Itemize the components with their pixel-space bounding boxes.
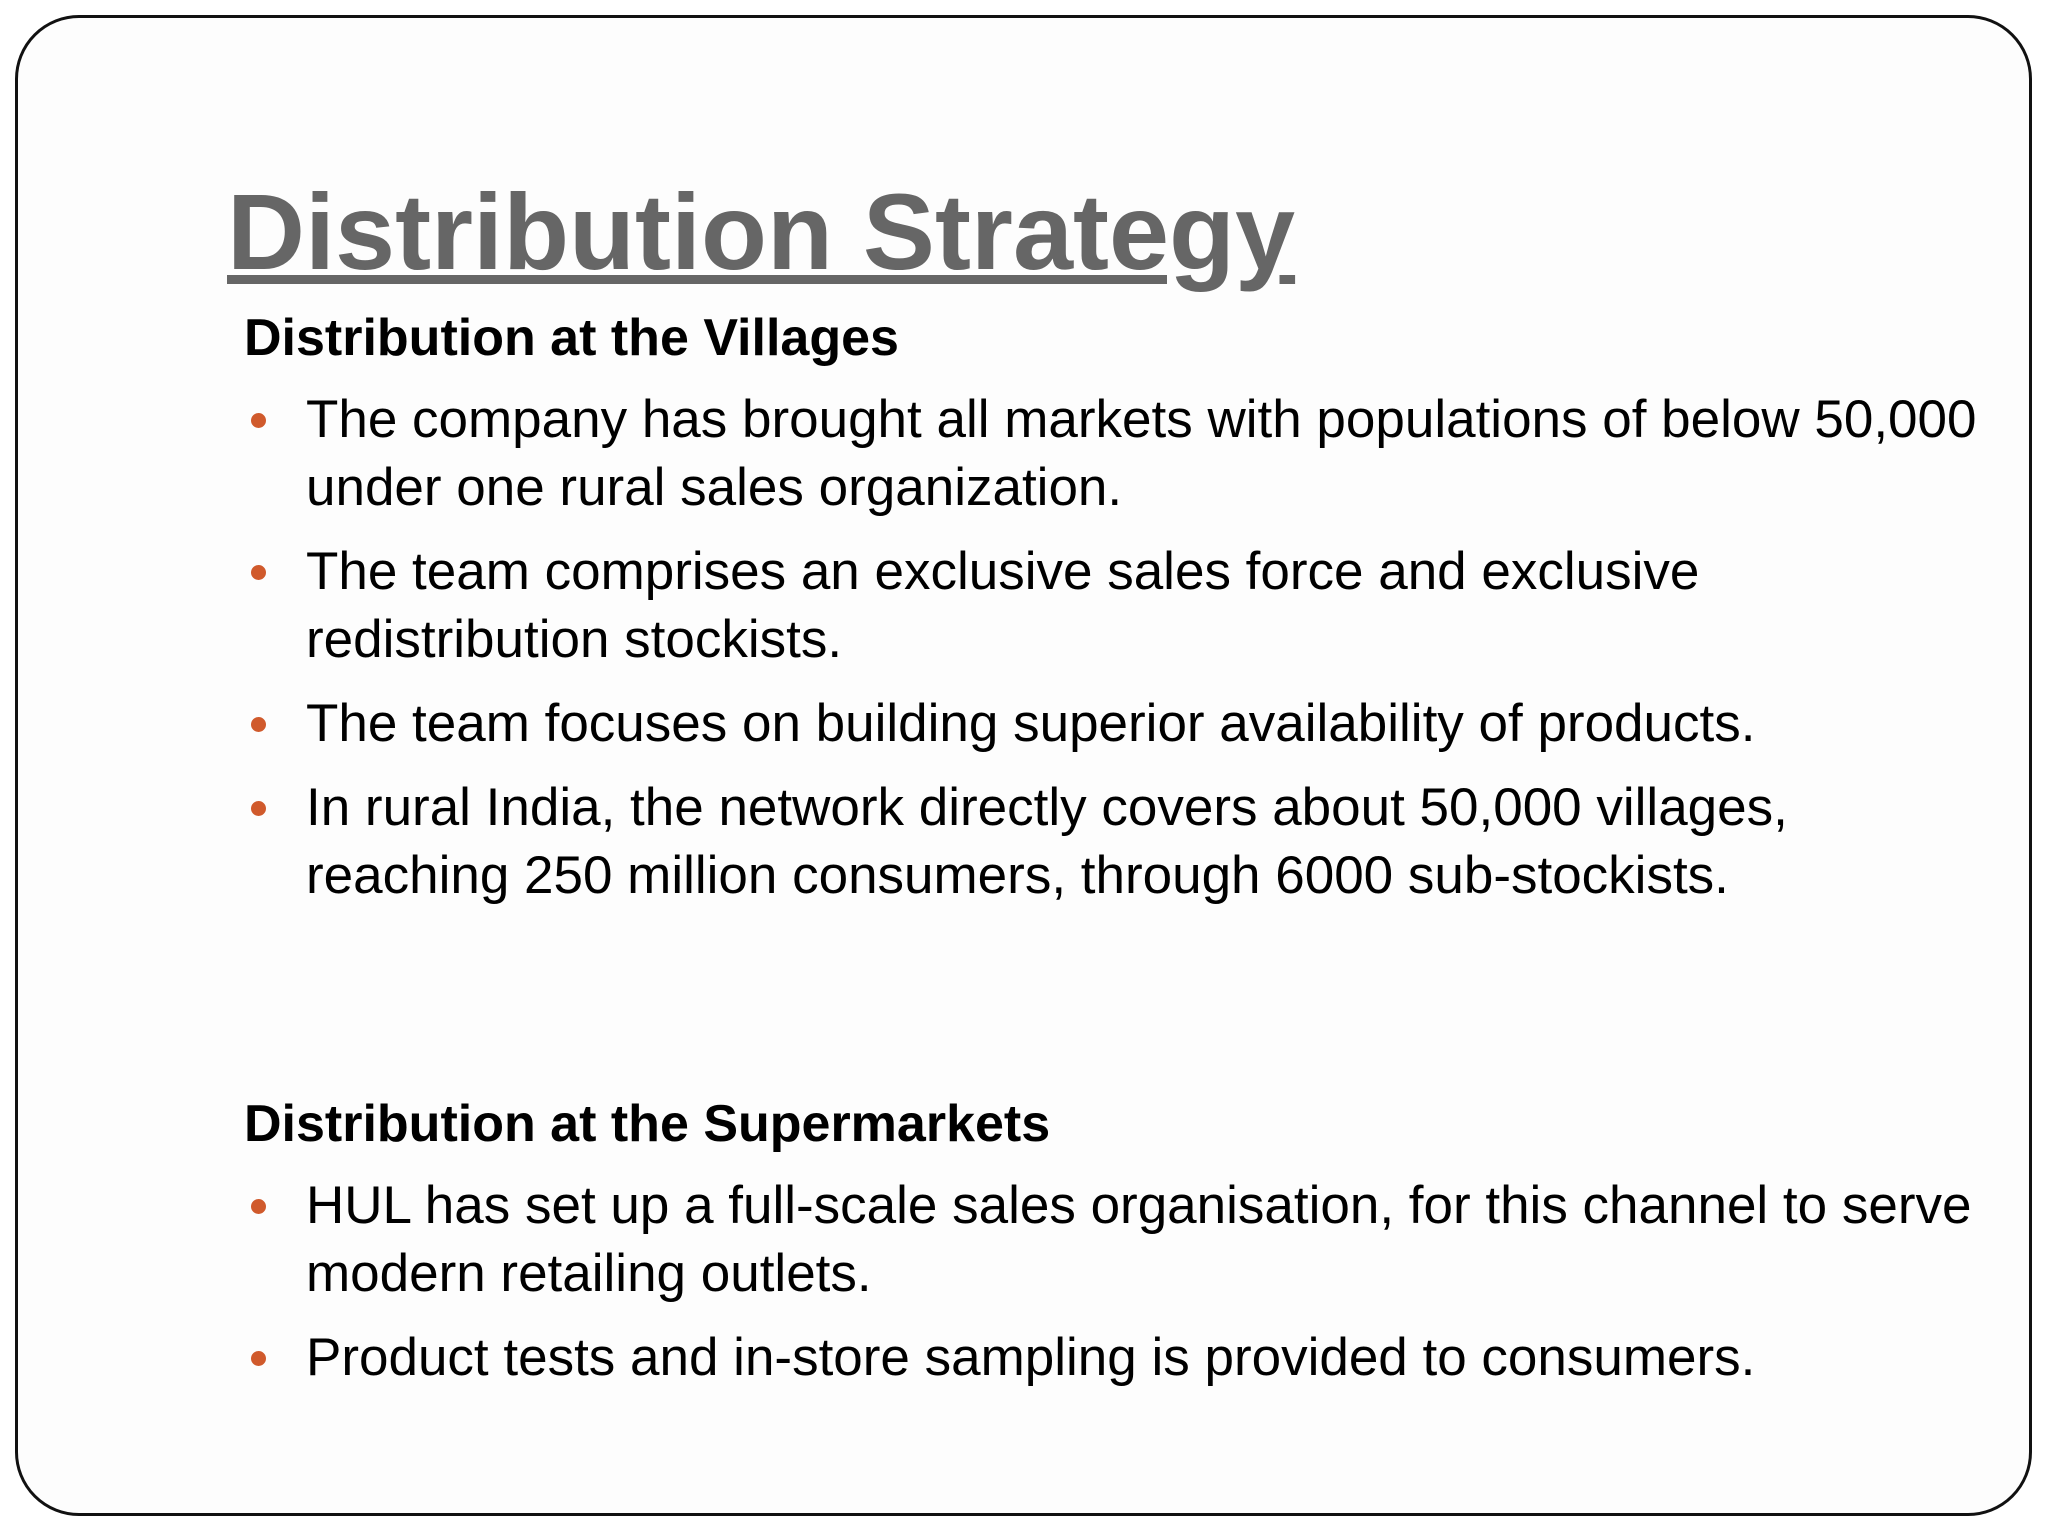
- bullet-item: [244, 538, 1984, 674]
- bullet-item: [244, 1324, 1984, 1392]
- section-supermarkets: [244, 1090, 1984, 1408]
- section-heading-villages: Distribution at the Villages: [244, 309, 899, 367]
- bullet-item: [244, 774, 1984, 910]
- bullet-text: The company has brought all markets with populations of below 50,000 under one rural sales organization.: [306, 390, 1977, 517]
- bullet-dot-icon: [251, 1351, 266, 1366]
- bullet-list-supermarkets: [244, 1172, 1984, 1392]
- bullet-dot-icon: [251, 801, 266, 816]
- section-villages: [244, 304, 1984, 926]
- bullet-dot-icon: [251, 717, 266, 732]
- bullet-text: In rural India, the network directly covers about 50,000 villages, reaching 250 million consumers, through 6000 sub-stockists.: [306, 778, 1788, 905]
- bullet-dot-icon: [251, 413, 266, 428]
- bullet-dot-icon: [251, 565, 266, 580]
- section-heading-supermarkets: Distribution at the Supermarkets: [244, 1095, 1051, 1153]
- bullet-item: [244, 690, 1984, 758]
- bullet-dot-icon: [251, 1199, 266, 1214]
- slide-title: Distribution Strategy: [227, 171, 1296, 292]
- bullet-item: [244, 386, 1984, 522]
- bullet-list-villages: [244, 386, 1984, 910]
- bullet-text: The team comprises an exclusive sales force and exclusive redistribution stockists.: [306, 542, 1700, 669]
- bullet-text: HUL has set up a full-scale sales organisation, for this channel to serve modern retailing outlets.: [306, 1176, 1972, 1303]
- bullet-text: The team focuses on building superior availability of products.: [306, 694, 1756, 753]
- bullet-item: [244, 1172, 1984, 1308]
- bullet-text: Product tests and in-store sampling is provided to consumers.: [306, 1328, 1756, 1387]
